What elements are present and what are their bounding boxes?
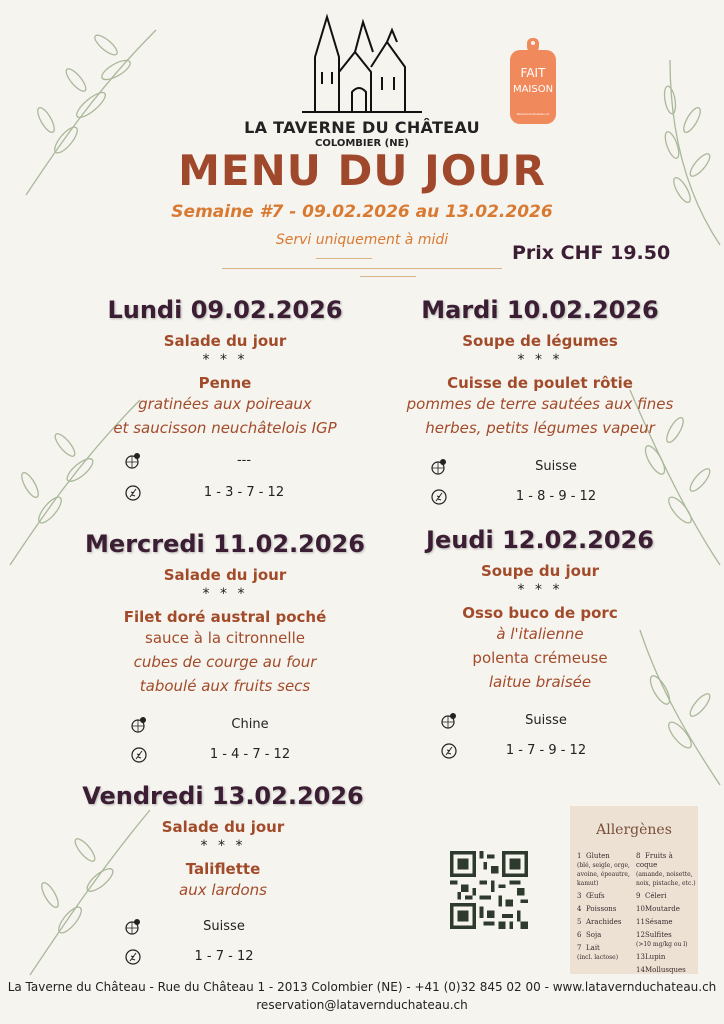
separator-stars: * * * <box>202 586 248 602</box>
day-title: Jeudi 12.02.2026 <box>426 526 654 554</box>
allergen-numbers: 1 - 3 - 7 - 12 <box>203 485 285 500</box>
week-range: Semaine #7 - 09.02.2026 au 13.02.2026 <box>171 202 553 222</box>
dish-desc-line: cubes de courge au four <box>133 653 317 671</box>
allergen-numbers: 1 - 7 - 12 <box>194 949 254 964</box>
globe-pin-icon <box>130 716 148 734</box>
allergen-item: 14Mollusques <box>636 966 686 974</box>
origin-text: Suisse <box>525 713 567 728</box>
day-block-lundi <box>60 296 390 440</box>
dish-desc-line: et saucisson neuchâtelois IGP <box>113 419 337 437</box>
dish-desc-line: polenta crémeuse <box>472 649 608 667</box>
day-block-mardi <box>380 296 700 440</box>
separator-stars: * * * <box>200 838 246 854</box>
brand-name: LA TAVERNE DU CHÂTEAU <box>244 118 480 137</box>
day-title: Mardi 10.02.2026 <box>421 296 659 324</box>
allergen-icon <box>130 746 148 764</box>
globe-pin-icon <box>124 918 142 936</box>
main-dish: Taliflette <box>185 860 261 878</box>
dish-desc-line: herbes, petits légumes vapeur <box>425 419 655 437</box>
separator-stars: * * * <box>517 352 563 368</box>
allergen-row <box>130 746 330 766</box>
globe-pin-icon <box>440 712 458 730</box>
origin-row <box>430 458 630 478</box>
brand-location: COLOMBIER (NE) <box>314 138 409 149</box>
day-block-vendredi <box>58 782 388 902</box>
dish-desc-line: à l'italienne <box>496 625 584 643</box>
allergen-item: 9 Céleri <box>636 892 667 900</box>
allergen-numbers: 1 - 8 - 9 - 12 <box>515 489 597 504</box>
dish-desc-line: aux lardons <box>179 881 267 899</box>
origin-text: Suisse <box>535 459 577 474</box>
dish-desc-line: sauce à la citronnelle <box>145 629 305 647</box>
day-title: Mercredi 11.02.2026 <box>85 530 365 558</box>
day-title: Vendredi 13.02.2026 <box>82 782 364 810</box>
dish-desc-line: laitue braisée <box>488 673 592 691</box>
starter: Salade du jour <box>161 818 285 836</box>
allergen-item: 5 Arachides <box>577 918 622 926</box>
allergen-item: 4 Poissons <box>577 905 617 913</box>
starter: Salade du jour <box>163 332 287 350</box>
divider-short-bottom <box>360 276 416 277</box>
allergen-legend-left <box>577 852 635 966</box>
day-block-mercredi <box>60 530 390 698</box>
dish-desc-line: taboulé aux fruits secs <box>139 677 311 695</box>
dish-desc-line: pommes de terre sautées aux fines <box>406 395 674 413</box>
allergen-numbers: 1 - 7 - 9 - 12 <box>505 743 587 758</box>
allergen-icon <box>440 742 458 760</box>
allergen-item: 3 Œufs <box>577 892 605 900</box>
page-title: MENU DU JOUR <box>178 146 546 195</box>
allergen-row <box>440 742 640 762</box>
allergen-legend-title: Allergènes <box>596 822 672 838</box>
castle-logo <box>297 12 427 118</box>
main-dish: Penne <box>198 374 252 392</box>
price-label: Prix CHF 19.50 <box>512 242 671 264</box>
footer-address[interactable]: La Taverne du Château - Rue du Château 1 - 2013 Colombier (NE) - +41 (0)32 845 02 00 - www.latavernduchateau.ch <box>7 980 717 994</box>
qr-code[interactable] <box>450 851 528 929</box>
allergen-row <box>124 484 324 504</box>
allergen-item: 10Moutarde <box>636 905 680 913</box>
allergen-item: 1 Gluten (blé, seigle, orge, avoine, épeautre, kamut) <box>577 852 630 887</box>
badge-text-fait: FAIT <box>520 66 546 80</box>
allergen-item: 13Lupin <box>636 953 666 961</box>
globe-pin-icon <box>430 458 448 476</box>
allergen-item: 12Sulfites (>10 mg/kg ou l) <box>636 931 688 948</box>
origin-row <box>124 918 324 938</box>
origin-row <box>124 452 324 472</box>
footer-email-link[interactable]: reservation@latavernduchateau.ch <box>256 998 468 1012</box>
allergen-row <box>430 488 630 508</box>
allergen-icon <box>124 484 142 502</box>
globe-pin-icon <box>124 452 142 470</box>
day-block-jeudi <box>380 526 700 694</box>
allergen-item: 8 Fruits à coque (amande, noisette, noix, pistache, etc.) <box>636 852 696 887</box>
main-dish: Cuisse de poulet rôtie <box>447 374 633 392</box>
divider-line <box>222 268 502 269</box>
origin-row <box>440 712 640 732</box>
divider-short-top <box>316 258 372 259</box>
origin-text: Suisse <box>203 919 245 934</box>
origin-row <box>130 716 330 736</box>
starter: Soupe du jour <box>480 562 600 580</box>
dish-desc-line: gratinées aux poireaux <box>138 395 312 413</box>
allergen-numbers: 1 - 4 - 7 - 12 <box>209 747 291 762</box>
fait-maison-badge <box>508 38 558 124</box>
allergen-row <box>124 948 324 968</box>
allergen-item: 6 Soja <box>577 931 602 939</box>
allergen-icon <box>430 488 448 506</box>
badge-text-maison: MAISON <box>512 84 554 95</box>
served-note: Servi uniquement à midi <box>275 232 449 248</box>
allergen-item: 11Sésame <box>636 918 673 926</box>
day-title: Lundi 09.02.2026 <box>107 296 343 324</box>
allergen-legend-right <box>636 852 696 979</box>
allergen-item: 7 Lait (incl. lactose) <box>577 944 619 961</box>
badge-url: latavernduchateau.ch <box>516 112 550 116</box>
starter: Salade du jour <box>163 566 287 584</box>
origin-text: --- <box>236 453 252 468</box>
allergen-icon <box>124 948 142 966</box>
origin-text: Chine <box>231 717 269 732</box>
main-dish: Filet doré austral poché <box>123 608 327 626</box>
starter: Soupe de légumes <box>462 332 618 350</box>
allergen-legend-card <box>570 806 698 974</box>
main-dish: Osso buco de porc <box>462 604 618 622</box>
separator-stars: * * * <box>202 352 248 368</box>
separator-stars: * * * <box>517 582 563 598</box>
